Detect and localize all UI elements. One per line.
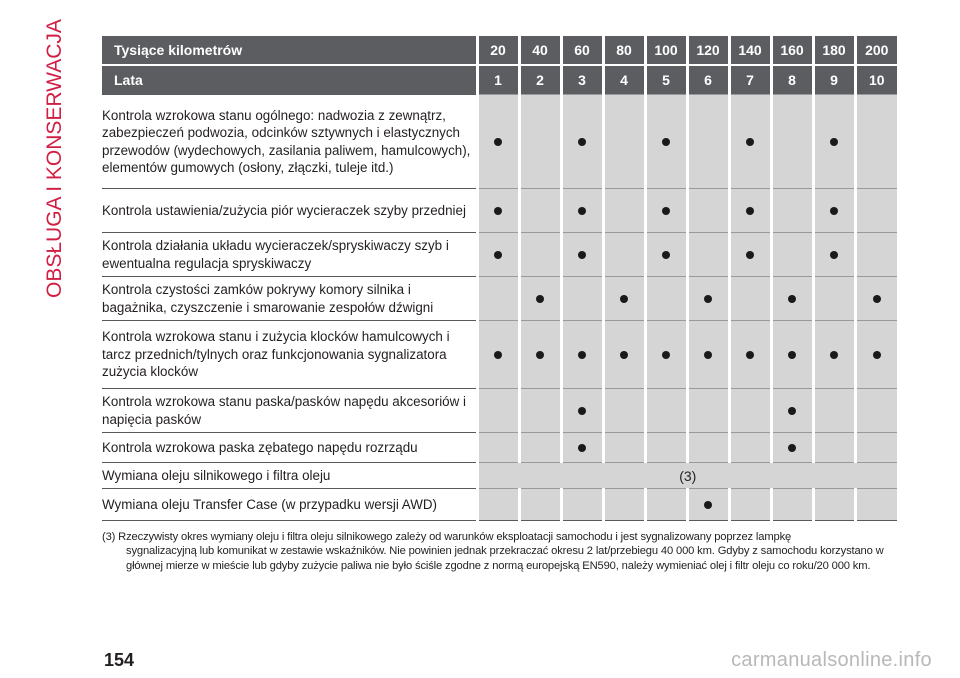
scheduled-dot-icon [494,351,502,359]
schedule-cell [519,189,561,233]
schedule-row [102,389,897,433]
schedule-cell [645,321,687,389]
schedule-cell [771,95,813,189]
schedule-cell [687,321,729,389]
schedule-cell [813,489,855,521]
schedule-cell [477,433,519,463]
schedule-cell [645,489,687,521]
schedule-cell [771,489,813,521]
schedule-cell [771,189,813,233]
schedule-cell [603,233,645,277]
schedule-note-cell: (3) [477,463,897,489]
scheduled-dot-icon [788,407,796,415]
schedule-cell [561,489,603,521]
scheduled-dot-icon [746,207,754,215]
schedule-row [102,321,897,389]
schedule-item-label: Kontrola ustawienia/zużycia piór wycieraczek szyby przedniej [102,189,477,233]
scheduled-dot-icon [578,351,586,359]
schedule-cell [813,277,855,321]
schedule-cell [771,389,813,433]
schedule-cell [813,189,855,233]
schedule-item-label: Kontrola wzrokowa stanu ogólnego: nadwozia z zewnątrz, zabezpieczeń podwozia, odcinków sztywnych i elastycznych przewodów (wydechowych, zasilania paliwem, hamulcowych), elementów gumowych (osłony, złączki, tuleje itd.) [102,95,477,189]
schedule-cell [561,433,603,463]
scheduled-dot-icon [830,207,838,215]
schedule-item-label: Wymiana oleju Transfer Case (w przypadku wersji AWD) [102,489,477,521]
scheduled-dot-icon [536,351,544,359]
schedule-cell [519,489,561,521]
km-header-cell: 160 [771,36,813,65]
schedule-cell [771,321,813,389]
schedule-cell [729,233,771,277]
km-header-cell: 140 [729,36,771,65]
scheduled-dot-icon [662,138,670,146]
year-header-cell: 3 [561,65,603,95]
schedule-cell [477,95,519,189]
schedule-cell [645,389,687,433]
schedule-cell [729,489,771,521]
schedule-cell [813,321,855,389]
scheduled-dot-icon [704,351,712,359]
schedule-cell [813,389,855,433]
year-header-cell: 6 [687,65,729,95]
schedule-cell [771,433,813,463]
schedule-cell [687,389,729,433]
footnote-first-line: (3) Rzeczywisty okres wymiany oleju i filtra oleju silnikowego zależy od warunków eksploatacji samochodu i jest sygnalizowany poprzez lampkę [102,531,792,543]
scheduled-dot-icon [704,295,712,303]
km-header-label: Tysiące kilometrów [102,36,477,65]
schedule-cell [645,233,687,277]
km-header-cell: 200 [855,36,897,65]
schedule-cell [519,321,561,389]
schedule-cell [687,233,729,277]
section-side-title: OBSŁUGA I KONSERWACJA [43,19,66,298]
schedule-cell [729,277,771,321]
schedule-cell [687,277,729,321]
schedule-item-label: Kontrola wzrokowa paska zębatego napędu rozrządu [102,433,477,463]
schedule-rows [102,95,897,521]
scheduled-dot-icon [494,138,502,146]
scheduled-dot-icon [662,251,670,259]
schedule-cell [519,233,561,277]
schedule-cell [855,233,897,277]
scheduled-dot-icon [494,251,502,259]
km-header-cell: 100 [645,36,687,65]
schedule-cell [561,95,603,189]
schedule-cell [855,277,897,321]
km-header-cell: 40 [519,36,561,65]
year-header-cell: 1 [477,65,519,95]
schedule-row [102,489,897,521]
header-row-kilometers [102,36,897,65]
schedule-cell [519,95,561,189]
schedule-cell [855,95,897,189]
header-row-years [102,65,897,95]
schedule-cell [687,489,729,521]
schedule-row [102,95,897,189]
scheduled-dot-icon [788,444,796,452]
scheduled-dot-icon [578,444,586,452]
scheduled-dot-icon [662,351,670,359]
schedule-item-label: Kontrola czystości zamków pokrywy komory silnika i bagażnika, czyszczenie i smarowanie zespołów dźwigni [102,277,477,321]
schedule-cell [855,389,897,433]
schedule-cell [813,433,855,463]
km-header-cell: 120 [687,36,729,65]
schedule-item-label: Kontrola wzrokowa stanu paska/pasków napędu akcesoriów i napięcia pasków [102,389,477,433]
schedule-cell [771,233,813,277]
scheduled-dot-icon [662,207,670,215]
schedule-cell [645,277,687,321]
footnote-continuation: sygnalizacyjną lub komunikat w zestawie wskaźników. Nie powinien jednak przekraczać okresu 2 lat/przebiegu 40 000 km. Gdyby z samochodu korzystano w głównej mierze w mieście lub gdyby zużycie paliwa nie było ściśle zgodne z normą europejską EN590, należy wymieniać olej i filtr oleju co roku/20 000 km. [126,545,884,572]
schedule-cell [729,189,771,233]
schedule-item-label: Wymiana oleju silnikowego i filtra oleju [102,463,477,489]
scheduled-dot-icon [830,351,838,359]
schedule-cell [687,189,729,233]
schedule-cell [477,321,519,389]
schedule-cell [729,321,771,389]
scheduled-dot-icon [746,251,754,259]
scheduled-dot-icon [704,501,712,509]
scheduled-dot-icon [830,138,838,146]
schedule-cell [729,389,771,433]
page-number: 154 [104,650,135,670]
km-header-cell: 80 [603,36,645,65]
km-header-cell: 180 [813,36,855,65]
scheduled-dot-icon [494,207,502,215]
scheduled-dot-icon [536,295,544,303]
scheduled-dot-icon [873,295,881,303]
schedule-cell [729,95,771,189]
scheduled-dot-icon [830,251,838,259]
schedule-cell [519,277,561,321]
schedule-cell [645,433,687,463]
year-header-cell: 8 [771,65,813,95]
schedule-cell [561,277,603,321]
schedule-cell [729,433,771,463]
schedule-cell [855,489,897,521]
schedule-row [102,277,897,321]
schedule-cell [687,95,729,189]
scheduled-dot-icon [788,295,796,303]
schedule-cell [603,489,645,521]
scheduled-dot-icon [788,351,796,359]
year-header-cell: 4 [603,65,645,95]
schedule-cell [477,389,519,433]
km-header-cell: 20 [477,36,519,65]
schedule-cell [855,321,897,389]
schedule-row [102,233,897,277]
schedule-row [102,463,897,489]
km-header-cell: 60 [561,36,603,65]
schedule-cell [561,189,603,233]
year-header-cell: 7 [729,65,771,95]
schedule-cell [645,95,687,189]
scheduled-dot-icon [578,138,586,146]
schedule-cell [603,277,645,321]
schedule-cell [561,233,603,277]
scheduled-dot-icon [746,351,754,359]
schedule-item-label: Kontrola działania układu wycieraczek/spryskiwaczy szyb i ewentualna regulacja spryskiwaczy [102,233,477,277]
scheduled-dot-icon [578,207,586,215]
schedule-cell [855,433,897,463]
schedule-cell [855,189,897,233]
year-header-cell: 10 [855,65,897,95]
schedule-cell [813,95,855,189]
year-header-cell: 9 [813,65,855,95]
scheduled-dot-icon [873,351,881,359]
schedule-cell [477,277,519,321]
schedule-item-label: Kontrola wzrokowa stanu i zużycia klocków hamulcowych i tarcz przednich/tylnych oraz funkcjonowania sygnalizatora zużycia klocków [102,321,477,389]
schedule-cell [771,277,813,321]
schedule-cell [561,389,603,433]
schedule-cell [561,321,603,389]
scheduled-dot-icon [578,407,586,415]
schedule-row [102,189,897,233]
footnote [102,530,892,573]
schedule-cell [645,189,687,233]
schedule-cell [603,433,645,463]
years-header-label: Lata [102,65,477,95]
scheduled-dot-icon [620,295,628,303]
maintenance-schedule-table [102,36,897,521]
scheduled-dot-icon [578,251,586,259]
schedule-cell [477,189,519,233]
year-header-cell: 5 [645,65,687,95]
watermark: carmanualsonline.info [731,649,932,671]
schedule-cell [813,233,855,277]
year-header-cell: 2 [519,65,561,95]
scheduled-dot-icon [620,351,628,359]
schedule-cell [603,95,645,189]
schedule-cell [477,489,519,521]
schedule-cell [603,321,645,389]
schedule-cell [603,189,645,233]
schedule-cell [519,433,561,463]
schedule-cell [687,433,729,463]
schedule-cell [519,389,561,433]
schedule-cell [477,233,519,277]
schedule-row [102,433,897,463]
scheduled-dot-icon [746,138,754,146]
schedule-cell [603,389,645,433]
